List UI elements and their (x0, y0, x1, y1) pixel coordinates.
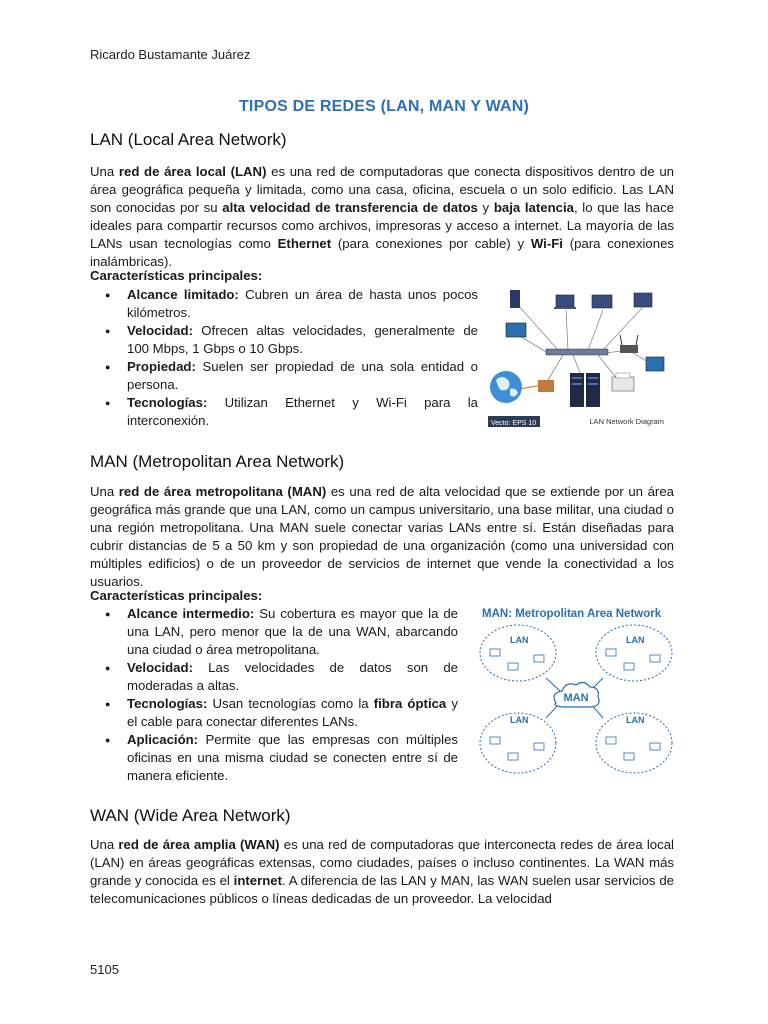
printer-icon (612, 377, 634, 391)
list-item: ● Tecnologías: Usan tecnologías como la fibra óptica y el cable para conectar diferentes LANs. (105, 695, 458, 731)
monitor-icon (646, 357, 664, 371)
lan-paragraph: Una red de área local (LAN) es una red de computadoras que conecta dispositivos dentro de un área geográfica pequeña y limitada, como una casa, oficina, escuela o un solo edificio. Las LAN son conocidas por su alta velocidad de transferencia de datos y baja latencia, lo que las hace ideales para compartir recursos como archivos, impresoras y acceso a internet. La mayoría de las LANs usan tecnologías como Ethernet (para conexiones por cable) y Wi-Fi (para conexiones inalámbricas). (90, 164, 675, 269)
man-center-label: MAN (563, 692, 589, 704)
modem-icon (538, 380, 554, 392)
lan-heading: LAN (Local Area Network) (90, 130, 287, 149)
man-network-diagram (478, 603, 674, 778)
list-item: ● Velocidad: Las velocidades de datos son de moderadas a altas. (105, 659, 458, 695)
list-item: ● Aplicación: Permite que las empresas con múltiples oficinas en una misma ciudad se conecten entre sí de manera eficiente. (105, 731, 458, 785)
switch-icon (546, 349, 608, 355)
lan-label: LAN (626, 715, 645, 725)
author-name: Ricardo Bustamante Juárez (90, 47, 251, 62)
list-item: ● Alcance limitado: Cubren un área de hasta unos pocos kilómetros. (105, 286, 478, 322)
watermark-label: Vecto: EPS 10 (491, 420, 537, 427)
lan-features-list (105, 286, 478, 430)
list-item: ● Alcance intermedio: Su cobertura es mayor que la de una LAN, pero menor que la de una WAN, abarcando una ciudad o área metropolitana. (105, 605, 458, 659)
monitor-icon (506, 323, 526, 337)
page-number: 5105 (90, 962, 119, 977)
list-item: ● Velocidad: Ofrecen altas velocidades, generalmente de 100 Mbps, 1 Gbps o 10 Gbps. (105, 322, 478, 358)
man-features-heading: Características principales: (90, 588, 263, 603)
lan-network-diagram (488, 285, 668, 427)
lan-label: LAN (510, 715, 529, 725)
wan-heading: WAN (Wide Area Network) (90, 806, 291, 825)
laptop-icon (556, 295, 574, 307)
list-item: ● Tecnologías: Utilizan Ethernet y Wi-Fi para la interconexión. (105, 394, 478, 430)
lan-label: LAN (626, 635, 645, 645)
diagram-caption: LAN Network Diagram (589, 417, 664, 426)
server-icon (510, 290, 520, 308)
tablet-icon (634, 293, 652, 307)
document-title: TIPOS DE REDES (LAN, MAN Y WAN) (238, 98, 530, 115)
lan-label: LAN (510, 635, 529, 645)
wan-paragraph: Una red de área amplia (WAN) es una red de computadoras que interconecta redes de área local (LAN) en áreas geográficas extensas, como ciudades, países o incluso continentes. La WAN más grande y conocida es el internet. A diferencia de las LAN y MAN, las WAN suelen usar servicios de telecomunicaciones públicos o líneas dedicadas de un proveedor. La velocidad (90, 837, 674, 906)
list-item: ● Propiedad: Suelen ser propiedad de una sola entidad o persona. (105, 358, 478, 394)
man-heading: MAN (Metropolitan Area Network) (90, 452, 345, 471)
man-features-list (105, 605, 458, 785)
router-icon (620, 345, 638, 353)
monitor-icon (592, 295, 612, 308)
man-paragraph: Una red de área metropolitana (MAN) es una red de alta velocidad que se extiende por un área geográfica más grande que una LAN, como un campus universitario, una base militar, una ciudad o una región metropolitana. Una MAN suele conectar varias LANs entre sí. Están diseñadas para cubrir distancias de 5 a 50 km y son propiedad de una organización (como una universidad con múltiples edificios) o de un proveedor de servicios de internet que vende la conectividad a los usuarios. (90, 484, 674, 589)
diagram-title: MAN: Metropolitan Area Network (482, 608, 662, 620)
lan-features-heading: Características principales: (90, 268, 263, 283)
